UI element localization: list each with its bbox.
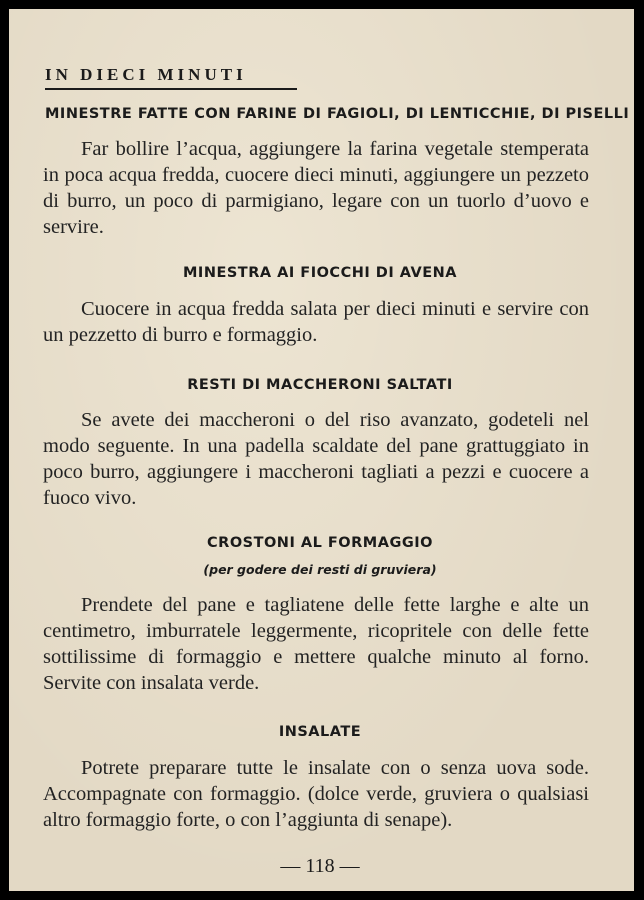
running-head-underline: [45, 88, 297, 90]
section-body-maccheroni-saltati: Se avete dei maccheroni o del riso avanzato, godeteli nel modo seguente. In una padella scaldate del pane grattuggiato in poco burro, aggiungere i maccheroni tagliati a pezzi e cuocere a fuoco vivo.: [43, 409, 589, 509]
running-head: IN DIECI MINUTI: [45, 65, 247, 84]
page-number: — 118 —: [280, 855, 360, 877]
book-page: [9, 9, 634, 891]
section-title-insalate: INSALATE: [278, 724, 362, 740]
section-title-minestre-farine: MINESTRE FATTE CON FARINE DI FAGIOLI, DI LENTICCHIE, DI PISELLI: [45, 106, 630, 122]
section-body-crostoni: Prendete del pane e tagliatene delle fette larghe e alte un centimetro, imburratele leggermente, ricopritele con delle fette sottilissime di formaggio e mettere qualche minuto al forno. Servite con insalata verde.: [43, 594, 589, 694]
section-title-fiocchi-avena: MINESTRA AI FIOCCHI DI AVENA: [183, 265, 457, 281]
section-body-fiocchi-avena: Cuocere in acqua fredda salata per dieci minuti e servire con un pezzetto di burro e formaggio.: [43, 298, 589, 346]
section-title-crostoni: CROSTONI AL FORMAGGIO: [207, 535, 433, 551]
section-title-maccheroni-saltati: RESTI DI MACCHERONI SALTATI: [187, 377, 453, 393]
section-body-insalate: Potrete preparare tutte le insalate con o senza uova sode. Accompagnate con formaggio. (dolce verde, gruviera o qualsiasi altro formaggio forte, o con l’aggiunta di senape).: [43, 757, 589, 831]
section-subtitle-crostoni: (per godere dei resti di gruviera): [203, 562, 437, 577]
section-body-minestre-farine: Far bollire l’acqua, aggiungere la farina vegetale stemperata in poca acqua fredda, cuocere dieci minuti, aggiungere un pezzeto di burro, un poco di parmigiano, legare con un tuorlo d’uovo e servire.: [43, 138, 589, 238]
